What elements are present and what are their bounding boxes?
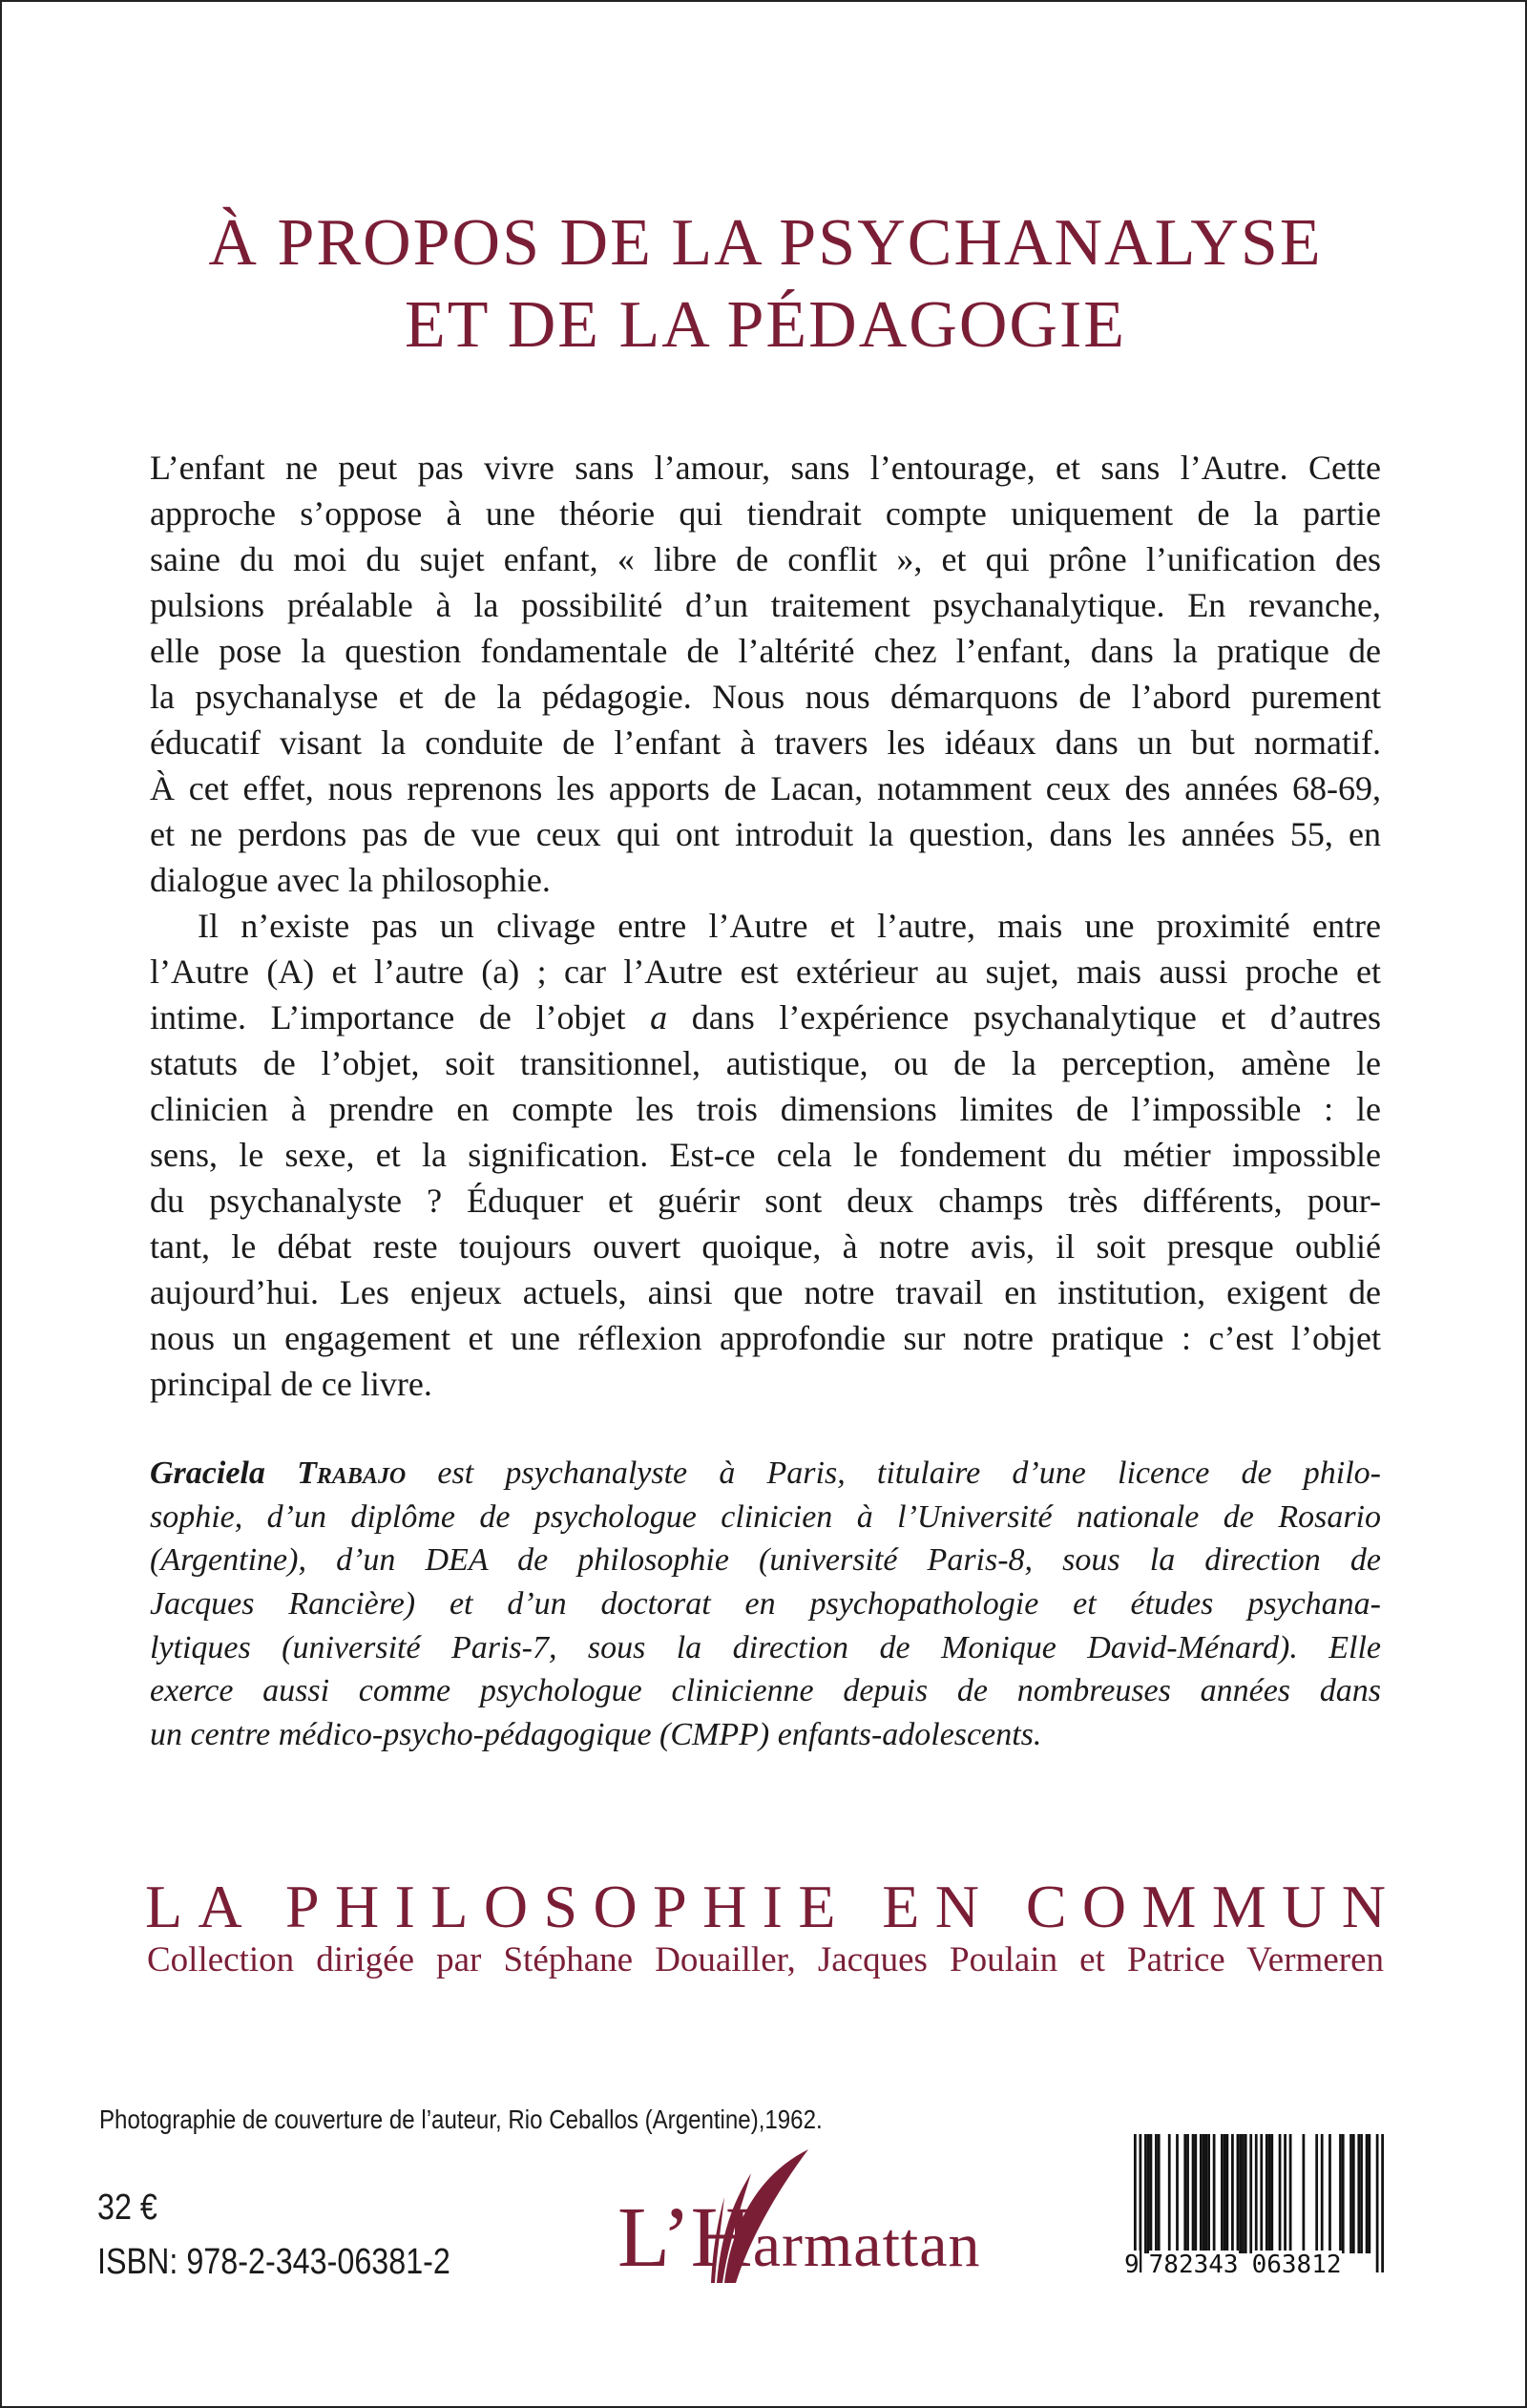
summary-line (150, 1132, 1381, 1178)
barcode-bar (1349, 2134, 1352, 2253)
summary-line (150, 1315, 1381, 1361)
text-run: clinicien à prendre en compte les trois dimensions limites de l’impossible : le (150, 1090, 1381, 1128)
bio-line (150, 1496, 1381, 1539)
summary-line (150, 903, 1381, 949)
text-run: À cet effet, nous reprenons les apports de Lacan, notamment ceux des années 68-69, (150, 769, 1381, 807)
text-run: lytiques (université Paris-7, sous la direction de Monique David-Ménard). Elle (150, 1629, 1381, 1665)
barcode-bar (1147, 2134, 1150, 2253)
text-run: éducatif visant la conduite de l’enfant à travers les idéaux dans un but normatif. (150, 723, 1381, 762)
summary-line (150, 765, 1381, 811)
barcode-bar (1207, 2134, 1210, 2253)
barcode-bar (1303, 2134, 1306, 2253)
logo-initial: L’H (617, 2190, 753, 2285)
barcode-bar (1245, 2134, 1247, 2253)
barcode-bar (1237, 2134, 1240, 2253)
text-run: statuts de l’objet, soit transitionnel, autistique, ou de la perception, amène le (150, 1044, 1381, 1082)
barcode-bar (1203, 2134, 1205, 2253)
price: 32 € (97, 2188, 157, 2228)
summary-line (150, 720, 1381, 765)
barcode-bar (1279, 2134, 1282, 2253)
barcode-bar (1270, 2134, 1273, 2253)
summary-line (150, 1224, 1381, 1269)
bio-line (150, 1713, 1381, 1757)
barcode-bar (1155, 2134, 1158, 2253)
barcode-bar (1321, 2134, 1324, 2253)
title-line-2: ET DE LA PÉDAGOGIE (404, 288, 1127, 362)
text-run: et ne perdons pas de vue ceux qui ont introduit la question, dans les années 55, en (150, 815, 1381, 853)
barcode-digit-first: 9 (1124, 2251, 1140, 2279)
summary-line (150, 674, 1381, 720)
barcode-bar (1339, 2134, 1342, 2253)
text-run: un centre médico-psycho-pédagogique (CMPP) enfants-adolescents. (150, 1717, 1042, 1753)
logo-rest: armattan (752, 2210, 981, 2280)
text-run: Trabajo (297, 1455, 407, 1491)
barcode-bar (1360, 2134, 1363, 2253)
text-run: dans l’expérience psychanalytique et d’autres (667, 998, 1381, 1036)
bio-line (150, 1582, 1381, 1626)
barcode-bar (1352, 2134, 1355, 2253)
text-run: pulsions préalable à la possibilité d’un traitement psychanalytique. En revanche, (150, 586, 1381, 624)
barcode-bar (1266, 2134, 1268, 2253)
summary-line (150, 536, 1381, 582)
text-run: intime. L’importance de l’objet (150, 998, 651, 1036)
summary-line (150, 445, 1381, 491)
summary-line (150, 811, 1381, 857)
barcode-digits-left: 782343 (1148, 2251, 1239, 2279)
barcode-bar (1315, 2134, 1318, 2253)
barcode-bar (1239, 2134, 1242, 2253)
text-run: du psychanalyste ? Éduquer et guérir sont deux champs très différents, pour- (150, 1182, 1381, 1220)
summary-line (150, 1361, 1381, 1407)
publisher-wordmark (617, 2190, 981, 2285)
barcode-bar (1176, 2134, 1179, 2253)
bio-line (150, 1452, 1381, 1496)
summary-line (150, 582, 1381, 628)
photo-credit: Photographie de couverture de l’auteur, Rio Ceballos (Argentine),1962. (99, 2104, 823, 2134)
text-run: sophie, d’un diplôme de psychologue clinicien à l’Université nationale de Rosario (150, 1498, 1381, 1535)
bio-line (150, 1626, 1381, 1670)
barcode-digits (1124, 2251, 1384, 2279)
summary-line (150, 1086, 1381, 1132)
coll-sub-text: Collection dirigée par Stéphane Douailler, Jacques Poulain et Patrice Vermeren (147, 1940, 1384, 1979)
barcode-bar (1224, 2134, 1226, 2253)
barcode-bar (1226, 2134, 1229, 2253)
summary-line (150, 628, 1381, 674)
bio-line (150, 1539, 1381, 1582)
text-run: sens, le sexe, et la signification. Est-ce cela le fondement du métier impossible (150, 1136, 1381, 1174)
barcode-bar (1268, 2134, 1271, 2253)
publisher-logo (617, 2140, 999, 2293)
author-bio (150, 1452, 1381, 1757)
barcode-bar (1328, 2134, 1331, 2253)
text-run: dialogue avec la philosophie. (150, 861, 551, 899)
barcode-bar (1158, 2134, 1161, 2253)
barcode-bar (1249, 2134, 1252, 2253)
barcode-bar (1242, 2134, 1245, 2253)
text-run: l’Autre (A) et l’autre (a) ; car l’Autre est extérieur au sujet, mais aussi proche et (150, 953, 1381, 991)
summary-line (150, 1269, 1381, 1315)
barcode-bar (1200, 2134, 1203, 2253)
barcode-digits-right: 063812 (1251, 2251, 1342, 2279)
barcode-bar (1168, 2134, 1171, 2253)
text-run: (Argentine), d’un DEA de philosophie (université Paris-8, sous la direction de (150, 1542, 1381, 1579)
text-run: Graciela (150, 1455, 298, 1491)
text-run: approche s’oppose à une théorie qui tiendrait compte uniquement de la partie (150, 494, 1381, 533)
barcode-bar (1284, 2134, 1286, 2253)
barcode-bar (1150, 2134, 1153, 2253)
barcode-bar (1194, 2134, 1197, 2253)
summary-line (150, 491, 1381, 536)
bio-line (150, 1669, 1381, 1713)
collection-directors (147, 1937, 1384, 1983)
collection-name (145, 1871, 1402, 1943)
summary-line (150, 949, 1381, 995)
barcode-bar (1213, 2134, 1216, 2253)
summary-line (150, 995, 1381, 1040)
barcode-bar (1183, 2134, 1186, 2253)
coll-title-text: LA PHILOSOPHIE EN COMMUN (145, 1873, 1402, 1940)
text-run: exerce aussi comme psychologue clinicienne depuis de nombreuses années dans (150, 1673, 1381, 1709)
barcode-bar (1221, 2134, 1224, 2253)
barcode-bar (1204, 2134, 1207, 2253)
barcode-bar (1357, 2134, 1360, 2253)
text-run: elle pose la question fondamentale de l’altérité chez l’enfant, dans la pratique de (150, 632, 1381, 670)
text-run: principal de ce livre. (150, 1365, 432, 1403)
text-run: a (650, 998, 668, 1036)
text-run: L’enfant ne peut pas vivre sans l’amour, sans l’entourage, et sans l’Autre. Cette (150, 449, 1381, 487)
text-run: aujourd’hui. Les enjeux actuels, ainsi que notre travail en institution, exigent de (150, 1273, 1381, 1311)
text-run: nous un engagement et une réflexion approfondie sur notre pratique : c’est l’objet (150, 1319, 1381, 1357)
barcode-bar (1366, 2134, 1369, 2253)
summary-line (150, 1040, 1381, 1086)
text-run: est psychanalyste à Paris, titulaire d’une licence de philo- (406, 1455, 1382, 1491)
text-run: Il n’existe pas un clivage entre l’Autre et l’autre, mais une proximité entre (198, 907, 1381, 945)
barcode-bar (1186, 2134, 1189, 2253)
barcode-bar (1368, 2134, 1370, 2253)
barcode-bar (1192, 2134, 1195, 2253)
barcode-bar (1342, 2134, 1345, 2253)
barcode-bar (1231, 2134, 1234, 2253)
barcode-bar (1144, 2134, 1147, 2253)
text-run: tant, le débat reste toujours ouvert quoique, à notre avis, il soit presque oublié (150, 1227, 1381, 1266)
summary-line (150, 1178, 1381, 1224)
text-run: saine du moi du sujet enfant, « libre de conflit », et qui prône l’unification des (150, 540, 1381, 578)
summary-text (150, 445, 1381, 1407)
text-run: la psychanalyse et de la pédagogie. Nous nous démarquons de l’abord purement (150, 678, 1381, 716)
isbn: ISBN: 978-2-343-06381-2 (97, 2242, 450, 2282)
summary-line (150, 857, 1381, 903)
barcode-bar (1289, 2134, 1292, 2253)
title-line-1: À PROPOS DE LA PSYCHANALYSE (208, 206, 1323, 280)
text-run: Jacques Rancière) et d’un doctorat en psychopathologie et études psychana- (150, 1586, 1381, 1623)
